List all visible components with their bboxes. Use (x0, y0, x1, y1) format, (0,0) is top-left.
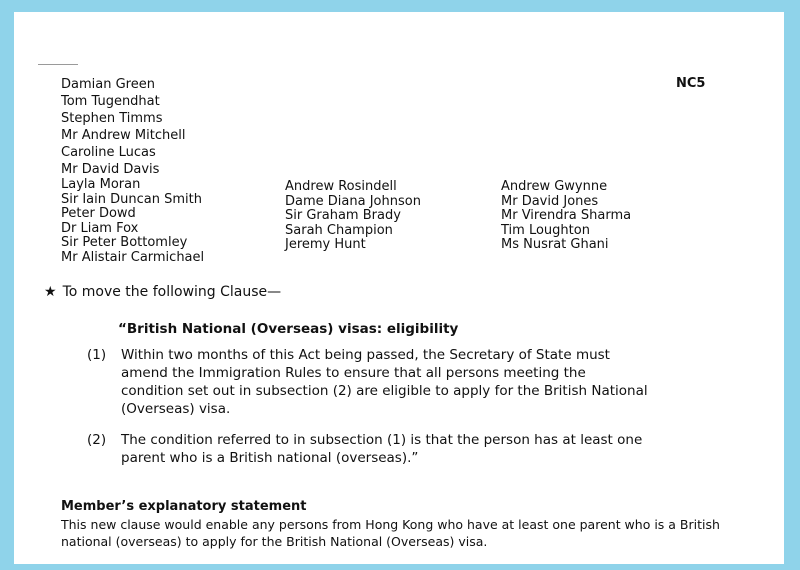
move-clause-line (44, 284, 281, 300)
sponsor-name: Mr David Davis (61, 162, 160, 177)
supporter-name: Andrew Rosindell (285, 179, 397, 194)
explanatory-statement-text: This new clause would enable any persons from Hong Kong who have at least one parent who is a British national (overseas) to apply for the British National (Overseas) visa. (61, 517, 720, 549)
supporter-name: Sir Peter Bottomley (61, 235, 188, 250)
document-page (14, 12, 784, 564)
supporter-name: Mr Virendra Sharma (501, 208, 632, 223)
supporter-name: Dr Liam Fox (61, 220, 139, 236)
supporter-column-2 (285, 180, 421, 253)
clause-title: “British National (Overseas) visas: eligibility (118, 321, 459, 337)
star-icon: ★ (44, 284, 57, 300)
sponsor-names-primary (61, 76, 204, 265)
subsection-text: The condition referred to in subsection (1) is that the person has at least one parent who is a British national (overseas).” (121, 432, 643, 466)
supporter-name: Sarah Champion (285, 222, 393, 238)
sponsor-name: Caroline Lucas (61, 145, 156, 160)
supporter-name: Ms Nusrat Ghani (501, 237, 609, 252)
header-rule (38, 64, 78, 65)
clause-reference: NC5 (676, 76, 706, 91)
supporter-name: Jeremy Hunt (285, 237, 366, 252)
supporter-name: Tim Loughton (501, 222, 590, 238)
sponsor-name: Mr Andrew Mitchell (61, 128, 186, 143)
subsection-text: Within two months of this Act being passed, the Secretary of State must amend the Immigration Rules to ensure that all persons meeting the condition set out in subsection (2) are eligible to apply for the British National (Overseas) visa. (121, 347, 648, 417)
supporter-name: Mr David Jones (501, 193, 599, 209)
supporter-column-1 (61, 178, 204, 265)
subsection-number: (2) (87, 432, 107, 448)
subsection-number: (1) (87, 347, 107, 363)
supporter-name: Mr Alistair Carmichael (61, 249, 205, 265)
sponsor-name: Damian Green (61, 77, 155, 92)
supporter-name: Layla Moran (61, 177, 141, 192)
supporter-name: Andrew Gwynne (501, 179, 608, 194)
explanatory-statement-heading: Member’s explanatory statement (61, 499, 307, 514)
move-text: To move the following Clause— (62, 284, 282, 300)
sponsor-name: Stephen Timms (61, 111, 163, 126)
supporter-name: Sir Graham Brady (285, 208, 401, 223)
supporter-name: Sir Iain Duncan Smith (61, 191, 202, 207)
supporter-column-3 (501, 180, 631, 253)
sponsor-name: Tom Tugendhat (61, 94, 160, 109)
supporter-name: Peter Dowd (61, 206, 136, 221)
supporter-name: Dame Diana Johnson (285, 193, 421, 209)
